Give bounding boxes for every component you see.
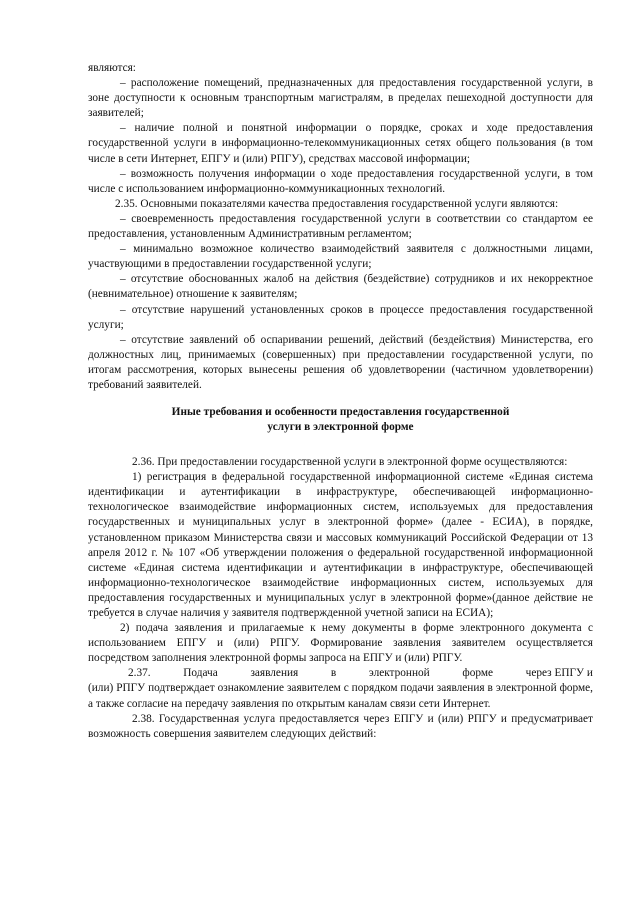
section-heading-line: услуги в электронной форме: [267, 421, 414, 434]
paragraph-2-36-item-1: 1) регистрация в федеральной государственной информационной системе «Единая система идентификации и аутентификации в инфраструктуре, обеспечивающей информационно-технологическое взаимодействие информационных систем, используемых для предоставления государственных и муниципальных услуг в электронной форме» (далее - ЕСИА), в порядке, установленном приказом Министерства связи и массовых коммуникаций Российской Федерации от 13 апреля 2012 г. № 107 «Об утверждении положения о федеральной государственной информационной системе «Единая система идентификации и аутентификации в инфраструктуре, обеспечивающей информационно-технологическое взаимодействие информационных систем, используемых для предоставления государственных и муниципальных услуг в электронной форме»(данное действие не требуется в случае наличия у заявителя подтвержденной учетной записи на ЕСИА);: [88, 471, 593, 619]
paragraph-bullet: – наличие полной и понятной информации о порядке, сроках и ходе предоставления государственной услуги в информационно-телекоммуникационных сетях общего пользования (в том числе в сети Интернет, ЕПГУ и (или) РПГУ), средствах массовой информации;: [88, 122, 593, 165]
paragraph-bullet: – возможность получения информации о ходе предоставления государственной услуги, в том числе с использованием информационно-коммуникационных технологий.: [88, 167, 593, 195]
section-heading-line: Иные требования и особенности предоставления государственной: [171, 406, 510, 419]
paragraph-bullet: – расположение помещений, предназначенных для предоставления государственной услуги, в зоне доступности к основным транспортным магистралям, в пределах пешеходной доступности для заявителей;: [88, 77, 593, 120]
word: форме: [462, 667, 493, 680]
paragraph-bullet: – отсутствие нарушений установленных сроков в процессе предоставления государственной услуги;: [88, 303, 593, 331]
word: электронной: [368, 667, 430, 680]
word: через ЕПГУ и: [525, 667, 593, 680]
paragraph-2-38: 2.38. Государственная услуга предоставляется через ЕПГУ и (или) РПГУ и предусматривает возможность совершения заявителем следующих действий:: [88, 712, 593, 740]
paragraph-bullet: – минимально возможное количество взаимодействий заявителя с должностными лицами, участвующими в предоставлении государственной услуги;: [88, 243, 593, 271]
word: заявления: [250, 667, 299, 680]
section-heading: [88, 405, 593, 435]
paragraph-2-37-rest: (или) РПГУ подтверждает ознакомление заявителем с порядком подачи заявления в электронной форме, а также согласие на передачу заявления по открытым каналам связи сети Интернет.: [88, 682, 593, 710]
paragraph-2-36: 2.36. При предоставлении государственной услуги в электронной форме осуществляются:: [132, 456, 568, 469]
word: 2.37.: [128, 667, 151, 680]
word: Подача: [183, 667, 218, 680]
paragraph-bullet: – своевременность предоставления государственной услуги в соответствии со стандартом ее предоставления, установленным Административным регламентом;: [88, 212, 593, 241]
document-body: [88, 61, 593, 742]
paragraph-2-36-item-2: 2) подача заявления и прилагаемые к нему документы в форме электронного документа с использованием ЕПГУ и (или) РПГУ. Формирование заявления заявителем осуществляется посредством заполнения электронной формы запроса на ЕПГУ и (или) РПГУ.: [88, 622, 593, 665]
paragraph-2-35: 2.35. Основными показателями качества предоставления государственной услуги являются:: [115, 197, 559, 210]
word: в: [330, 667, 337, 680]
paragraph-bullet: – отсутствие заявлений об оспаривании решений, действий (бездействия) Министерства, его должностных лиц, принимаемых (совершенных) при предоставлении государственной услуги, по итогам рассмотрения, которых вынесены решения об удовлетворении (частичном удовлетворении) требований заявителей.: [88, 333, 593, 391]
paragraph-2-37-first-line: [88, 666, 593, 681]
paragraph-bullet: – отсутствие обоснованных жалоб на действия (бездействие) сотрудников и их некорректное (невнимательное) отношение к заявителям;: [88, 273, 593, 301]
paragraph-intro: являются:: [88, 62, 136, 74]
